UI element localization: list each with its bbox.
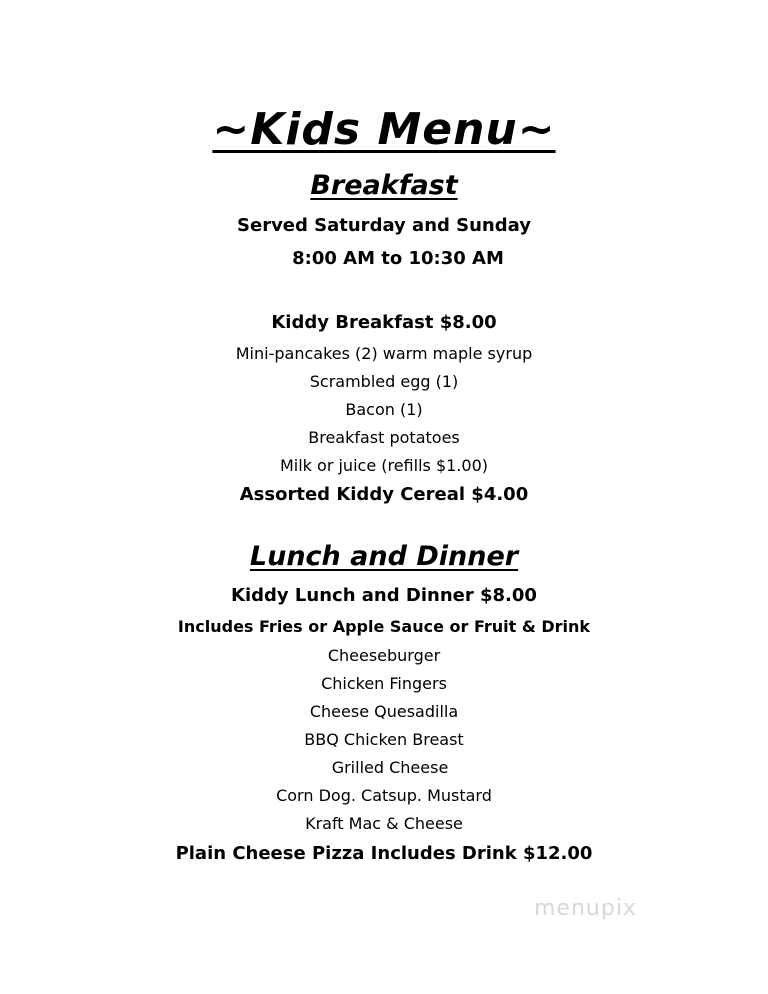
list-item: BBQ Chicken Breast	[304, 730, 464, 749]
lunch-dinner-heading: Lunch and Dinner	[249, 541, 519, 572]
list-item: Kraft Mac & Cheese	[305, 814, 463, 833]
list-item: Breakfast potatoes	[308, 428, 460, 447]
menupix-watermark: menupix	[534, 896, 637, 921]
kiddy-lunch-title: Kiddy Lunch and Dinner $8.00	[231, 585, 537, 606]
list-item: Scrambled egg (1)	[309, 372, 459, 391]
list-item: Grilled Cheese	[331, 758, 449, 777]
list-item: Corn Dog. Catsup. Mustard	[276, 786, 492, 805]
list-item: Chicken Fingers	[321, 674, 447, 693]
breakfast-served-hours: 8:00 AM to 10:30 AM	[292, 248, 504, 269]
assorted-cereal-title: Assorted Kiddy Cereal $4.00	[239, 484, 529, 505]
list-item: Cheese Quesadilla	[309, 702, 459, 721]
lunch-includes-note: Includes Fries or Apple Sauce or Fruit & Drink	[177, 617, 591, 636]
list-item: Bacon (1)	[345, 400, 423, 419]
breakfast-served-days: Served Saturday and Sunday	[237, 215, 531, 236]
kiddy-breakfast-title: Kiddy Breakfast $8.00	[271, 312, 497, 333]
list-item: Mini-pancakes (2) warm maple syrup	[235, 344, 533, 363]
list-item: Cheeseburger	[327, 646, 441, 665]
breakfast-heading: Breakfast	[310, 170, 458, 201]
plain-cheese-pizza-title: Plain Cheese Pizza Includes Drink $12.00	[175, 843, 593, 864]
page-title: ~Kids Menu~	[212, 104, 556, 155]
list-item: Milk or juice (refills $1.00)	[279, 456, 488, 475]
